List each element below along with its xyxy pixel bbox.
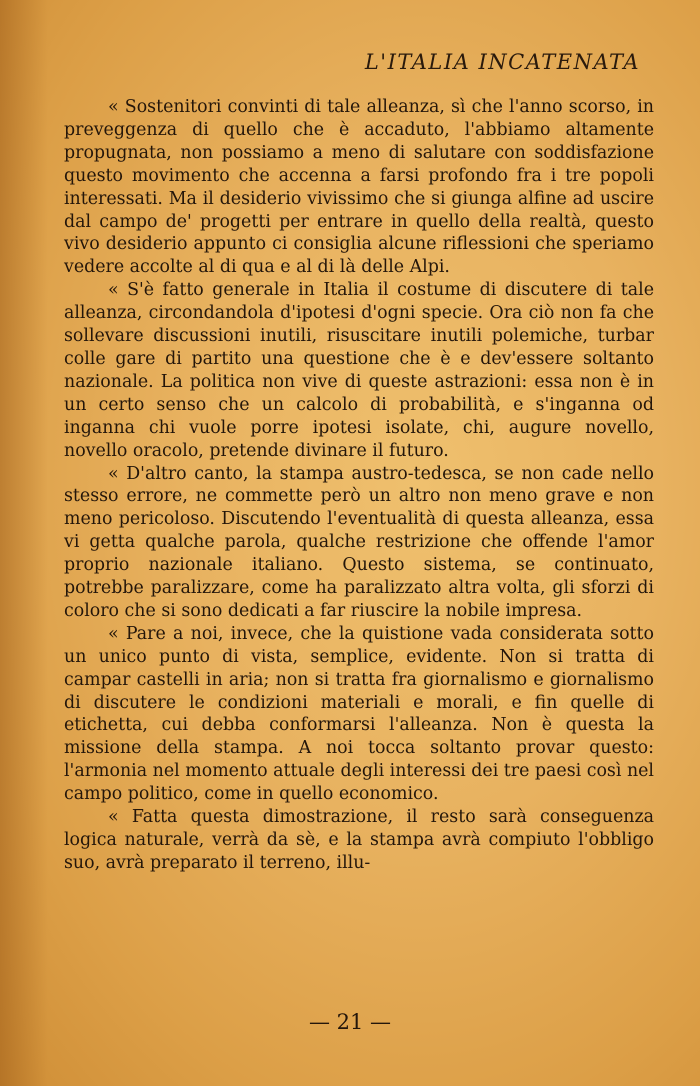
- paragraph-2: « S'è fatto generale in Italia il costume di discutere di tale alleanza, circondandola d'ipotesi d'ogni specie. Ora ciò non fa che sollevare discussioni inutili, risuscitare inutili polemiche, turbar colle gare di partito una questione che è e dev'essere soltanto nazionale. La politica non vive di queste astrazioni: essa non è in un certo senso che un calcolo di probabilità, e s'inganna od inganna chi vuole porre ipotesi isolate, chi, augure novello, novello oracolo, pretende divinare il futuro.: [64, 280, 654, 461]
- paragraph-4: « Pare a noi, invece, che la quistione vada considerata sotto un unico punto di vista, semplice, evidente. Non si tratta di campar castelli in aria; non si tratta fra giornalismo e giornalismo di discutere le condizioni materiali e morali, e fin quelle di etichetta, cui debba conformarsi l'alleanza. Non è questa la missione della stampa. A noi tocca soltanto provar questo: l'armonia nel momento attuale degli interessi dei tre paesi così nel campo politico, come in quello economico.: [64, 623, 654, 805]
- paragraph-3: « D'altro canto, la stampa austro-tedesca, se non cade nello stesso errore, ne commette però un altro non meno grave e non meno pericoloso. Discutendo l'eventualità di questa alleanza, essa vi getta qualche parola, qualche restrizione che offende l'amor proprio nazionale italiano. Questo sistema, se continuato, potrebbe paralizzare, come ha paralizzato altra volta, gli sforzi di coloro che si sono dedicati a far riuscire la nobile impresa.: [64, 463, 654, 621]
- page-gutter-shadow: [0, 0, 48, 1086]
- paragraph-5: « Fatta questa dimostrazione, il resto sarà conseguenza logica naturale, verrà da sè, e la stampa avrà compiuto l'obbligo suo, avrà preparato il terreno, illu-: [64, 807, 654, 873]
- body-text: [64, 96, 654, 875]
- running-head: L'ITALIA INCATENATA: [364, 50, 640, 74]
- paragraph-1: « Sostenitori convinti di tale alleanza, sì che l'anno scorso, in preveggenza di quello che è accaduto, l'abbiamo altamente propugnata, non possiamo a meno di salutare con soddisfazione questo movimento che accenna a farsi profondo fra i tre popoli interessati. Ma il desiderio vivissimo che si giunga alfine ad uscire dal campo de' progetti per entrare in quello della realtà, questo vivo desiderio appunto ci consiglia alcune riflessioni che speriamo vedere accolte al di qua e al di là delle Alpi.: [64, 97, 654, 278]
- page-number: — 21 —: [308, 1010, 392, 1034]
